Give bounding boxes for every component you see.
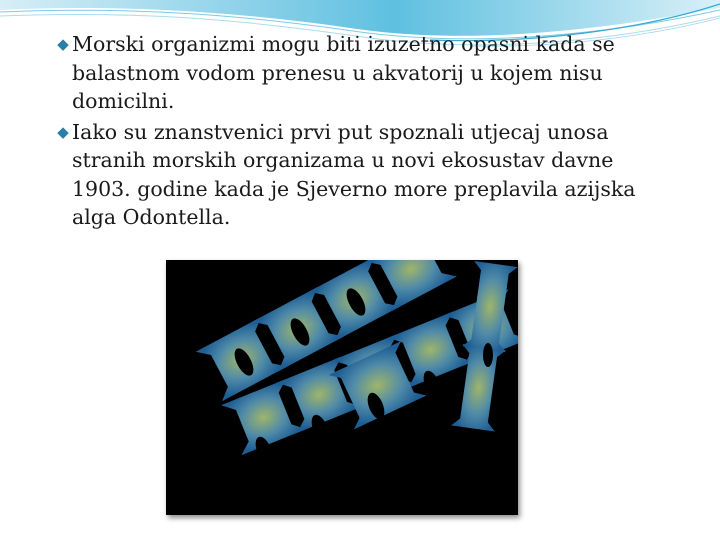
diatom-micrograph-image <box>166 260 518 515</box>
bullet-text: Iako su znanstvenici prvi put spoznali utjecaj unosa stranih morskih organizama u novi ekosustav davne 1903. godine kada je Sjeverno more preplavila azijska alga Odontella. <box>72 119 636 229</box>
bullet-glyph-icon: ◆ <box>57 35 69 53</box>
bullet-item <box>54 118 674 232</box>
bullet-list <box>54 30 674 234</box>
bullet-glyph-icon: ◆ <box>57 122 69 141</box>
bullet-item <box>54 30 674 116</box>
bullet-text: Morski organizmi mogu biti izuzetno opasni kada se balastnom vodom prenesu u akvatorij u kojem nisu domicilni. <box>72 32 615 113</box>
